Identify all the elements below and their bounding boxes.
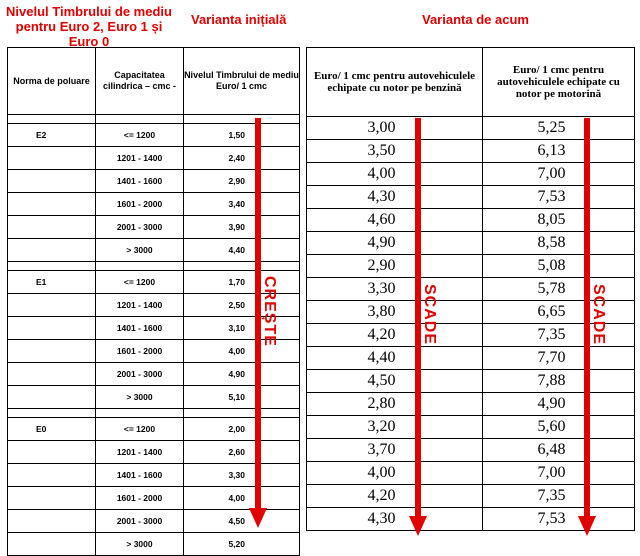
level-cell: 2,60	[184, 441, 300, 464]
norm-cell	[8, 386, 96, 409]
norm-cell	[8, 340, 96, 363]
capacity-cell: 2001 - 3000	[96, 510, 184, 533]
capacity-cell: > 3000	[96, 239, 184, 262]
norm-cell: E0	[8, 418, 96, 441]
motorina-cell: 6,65	[483, 301, 635, 324]
capacity-cell: 2001 - 3000	[96, 363, 184, 386]
benzina-cell: 4,20	[307, 324, 483, 347]
level-cell: 2,90	[184, 170, 300, 193]
norm-cell	[8, 170, 96, 193]
benzina-cell: 2,90	[307, 255, 483, 278]
col-header-norm: Norma de poluare	[8, 48, 96, 115]
level-cell: 2,00	[184, 418, 300, 441]
benzina-cell: 4,60	[307, 209, 483, 232]
level-cell: 5,10	[184, 386, 300, 409]
level-cell: 5,20	[184, 533, 300, 556]
capacity-cell: 1401 - 1600	[96, 464, 184, 487]
motorina-cell: 8,05	[483, 209, 635, 232]
title-line-2: pentru Euro 2, Euro 1 și Euro 0	[15, 19, 163, 49]
benzina-cell: 3,00	[307, 117, 483, 140]
capacity-cell: 1601 - 2000	[96, 193, 184, 216]
table-row	[8, 533, 300, 556]
title-line-1: Nivelul Timbrului de mediu	[6, 4, 172, 19]
motorina-cell: 7,35	[483, 485, 635, 508]
norm-cell	[8, 510, 96, 533]
level-cell: 3,90	[184, 216, 300, 239]
motorina-cell: 7,00	[483, 163, 635, 186]
motorina-cell: 7,35	[483, 324, 635, 347]
capacity-cell: 1201 - 1400	[96, 147, 184, 170]
norm-cell	[8, 216, 96, 239]
benzina-cell: 4,30	[307, 186, 483, 209]
motorina-cell: 7,53	[483, 186, 635, 209]
norm-cell	[8, 147, 96, 170]
page-title	[4, 4, 174, 49]
norm-cell	[8, 317, 96, 340]
benzina-cell: 4,00	[307, 163, 483, 186]
motorina-cell: 5,78	[483, 278, 635, 301]
level-cell: 3,30	[184, 464, 300, 487]
level-cell: 3,10	[184, 317, 300, 340]
level-cell: 4,00	[184, 487, 300, 510]
norm-cell	[8, 363, 96, 386]
capacity-cell: > 3000	[96, 533, 184, 556]
level-cell: 4,40	[184, 239, 300, 262]
benzina-cell: 3,70	[307, 439, 483, 462]
motorina-cell: 4,90	[483, 393, 635, 416]
norm-cell	[8, 193, 96, 216]
norm-cell	[8, 239, 96, 262]
level-cell: 1,50	[184, 124, 300, 147]
motorina-cell: 7,70	[483, 347, 635, 370]
norm-cell	[8, 294, 96, 317]
benzina-cell: 3,30	[307, 278, 483, 301]
col-header-level: Nivelul Timbrului de mediu Euro/ 1 cmc	[184, 48, 300, 115]
capacity-cell: 2001 - 3000	[96, 216, 184, 239]
col-header-motorina: Euro/ 1 cmc pentru autovehiculele echipate cu notor pe motorină	[483, 48, 635, 117]
motorina-cell: 7,53	[483, 508, 635, 531]
motorina-cell: 7,88	[483, 370, 635, 393]
motorina-cell: 5,60	[483, 416, 635, 439]
benzina-cell: 3,50	[307, 140, 483, 163]
capacity-cell: 1401 - 1600	[96, 170, 184, 193]
level-cell: 4,00	[184, 340, 300, 363]
benzina-cell: 4,90	[307, 232, 483, 255]
decrease-label-benzina: SCADE	[421, 284, 438, 346]
benzina-cell: 3,20	[307, 416, 483, 439]
increase-label: CREȘTE	[261, 276, 278, 347]
motorina-cell: 6,13	[483, 140, 635, 163]
initial-variant-heading: Varianta inițială	[191, 12, 287, 27]
motorina-cell: 7,00	[483, 462, 635, 485]
capacity-cell: 1601 - 2000	[96, 487, 184, 510]
level-cell: 4,90	[184, 363, 300, 386]
decrease-label-motorina: SCADE	[590, 284, 607, 346]
current-variant-heading: Varianta de acum	[422, 12, 529, 27]
norm-cell	[8, 464, 96, 487]
col-header-capacity: Capacitatea cilindrica – cmc -	[96, 48, 184, 115]
benzina-cell: 2,80	[307, 393, 483, 416]
level-cell: 1,70	[184, 271, 300, 294]
level-cell: 4,50	[184, 510, 300, 533]
level-cell: 3,40	[184, 193, 300, 216]
benzina-cell: 3,80	[307, 301, 483, 324]
norm-cell: E2	[8, 124, 96, 147]
capacity-cell: <= 1200	[96, 271, 184, 294]
motorina-cell: 6,48	[483, 439, 635, 462]
level-cell: 2,40	[184, 147, 300, 170]
capacity-cell: 1201 - 1400	[96, 441, 184, 464]
motorina-cell: 5,08	[483, 255, 635, 278]
benzina-cell: 4,00	[307, 462, 483, 485]
benzina-cell: 4,20	[307, 485, 483, 508]
capacity-cell: 1401 - 1600	[96, 317, 184, 340]
benzina-cell: 4,30	[307, 508, 483, 531]
col-header-benzina: Euro/ 1 cmc pentru autovehiculele echipate cu notor pe benzină	[307, 48, 483, 117]
norm-cell: E1	[8, 271, 96, 294]
benzina-cell: 4,40	[307, 347, 483, 370]
motorina-cell: 8,58	[483, 232, 635, 255]
benzina-cell: 4,50	[307, 370, 483, 393]
norm-cell	[8, 441, 96, 464]
motorina-cell: 5,25	[483, 117, 635, 140]
capacity-cell: 1601 - 2000	[96, 340, 184, 363]
capacity-cell: > 3000	[96, 386, 184, 409]
capacity-cell: <= 1200	[96, 124, 184, 147]
norm-cell	[8, 487, 96, 510]
capacity-cell: 1201 - 1400	[96, 294, 184, 317]
norm-cell	[8, 533, 96, 556]
level-cell: 2,50	[184, 294, 300, 317]
capacity-cell: <= 1200	[96, 418, 184, 441]
